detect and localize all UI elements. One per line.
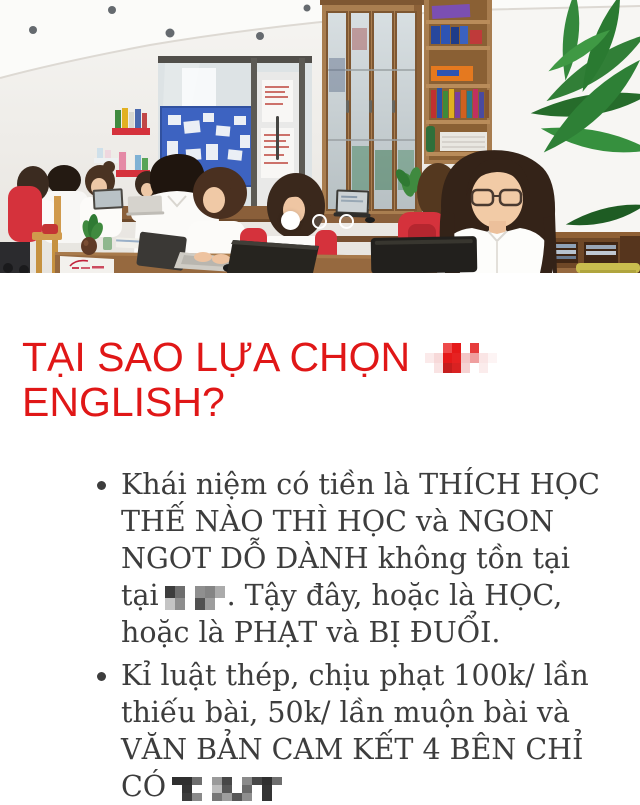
bullet-item [121,657,613,805]
redacted-brand-name [172,777,282,801]
bookshelf [424,0,492,164]
page-title-line1 [22,335,620,380]
page-title-text: TẠI SAO LỰA CHỌN [22,334,411,380]
carousel-dot-3[interactable] [339,214,354,229]
bullet-item [121,466,613,651]
main-content [0,335,640,805]
page-title [22,335,620,425]
office-photo [0,0,640,273]
bullet-text: . Tậy đây, hoặc là HỌC, hoặc là PHẠT và BỊ ĐUỔI. [121,579,563,649]
benefit-list [22,466,620,805]
redacted-brand-name [165,586,225,610]
bullet-text: Kỉ luật thép, chịu phạt 100k/ lần thiếu bài, 50k/ lần muộn bài và VĂN BẢN CAM KẾT 4 BÊN CHỈ CÓ [121,659,589,803]
carousel-dot-2[interactable] [312,214,327,229]
carousel-dots [281,211,354,230]
carousel-dot-1[interactable] [281,211,300,230]
hero-carousel [0,0,640,273]
bullet-text: Khái niệm có tiền là THÍCH HỌC THẾ NÀO THÌ HỌC và NGON NGOT DỖ DÀNH không tồn tại tại [121,468,600,612]
page-title-line2: ENGLISH? [22,379,225,425]
redacted-brand-name [425,343,497,373]
